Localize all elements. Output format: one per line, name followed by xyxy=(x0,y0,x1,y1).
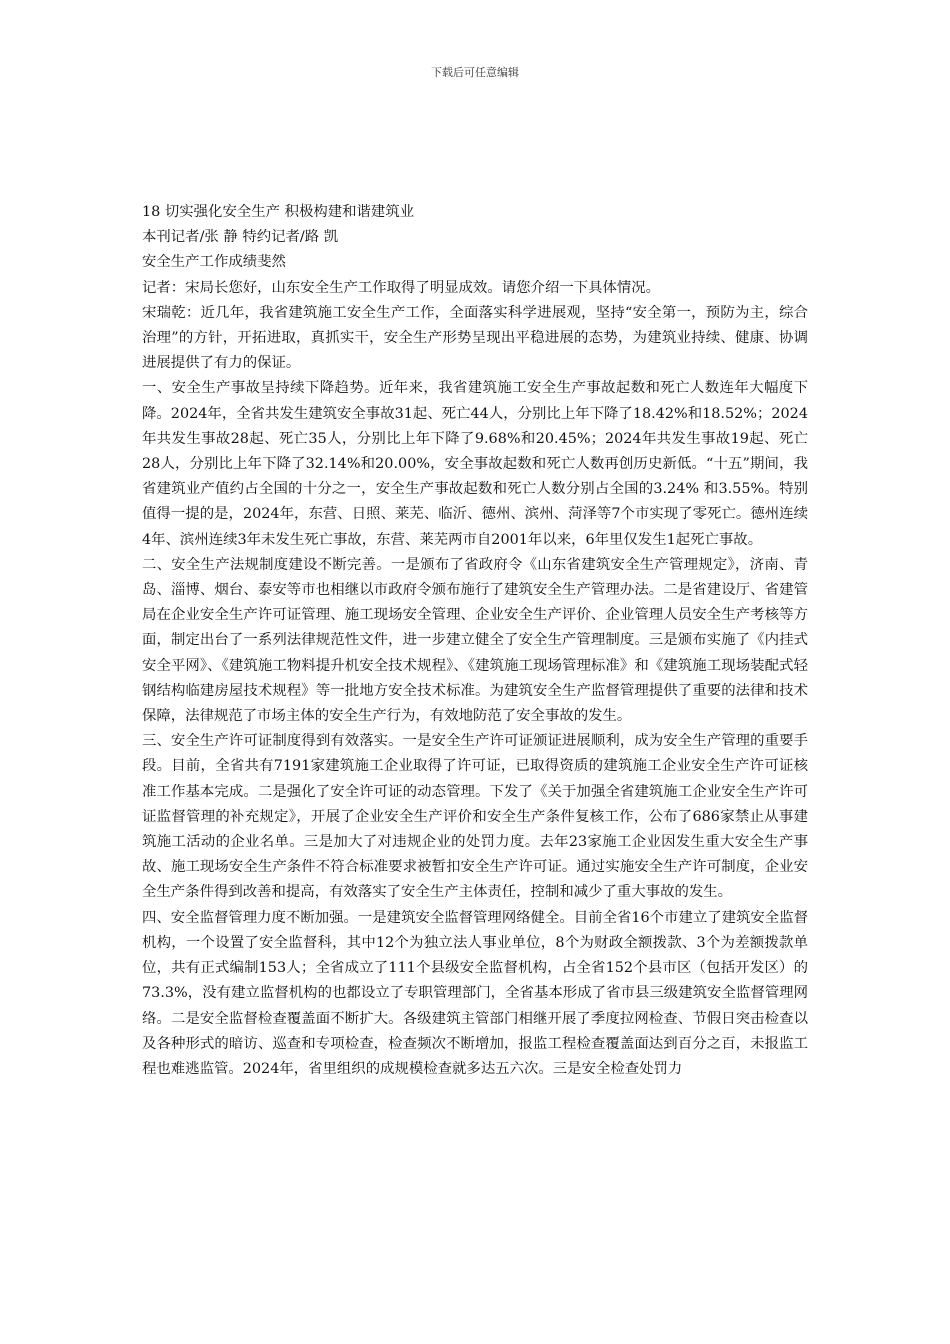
paragraph: 宋瑞乾：近几年，我省建筑施工安全生产工作，全面落实科学进展观，坚持“安全第一，预防为主，综合治理”的方针，开拓进取，真抓实干，安全生产形势呈现出平稳进展的态势，为建筑业持续、健康、协调进展提供了有力的保证。 xyxy=(142,304,808,372)
paragraph: 二、安全生产法规制度建设不断完善。一是颁布了省政府令《山东省建筑安全生产管理规定》，济南、青岛、淄博、烟台、泰安等市也相继以市政府令颁布施行了建筑安全生产管理办法。二是省建设厅、省建管局在企业安全生产许可证管理、施工现场安全管理、企业安全生产评价、企业管理人员安全生产考核等方面，制定出台了一系列法律规范性文件，进一步建立健全了安全生产管理制度。三是颁布实施了《内挂式安全平网》、《建筑施工物料提升机安全技术规程》、《建筑施工现场管理标准》和《建筑施工现场装配式轻钢结构临建房屋技术规程》等一批地方安全技术标准。为建筑安全生产监督管理提供了重要的法律和技术保障，法律规范了市场主体的安全生产行为，有效地防范了安全事故的发生。 xyxy=(142,556,808,725)
article-body xyxy=(142,200,808,1082)
paragraph: 四、安全监督管理力度不断加强。一是建筑安全监督管理网络健全。目前全省16个市建立了建筑安全监督机构，一个设置了安全监督科，其中12个为独立法人事业单位，8个为财政全额拨款、3个为差额拨款单位，共有正式编制153人；全省成立了111个县级安全监督机构，占全省152个县市区（包括开发区）的73.3%，没有建立监督机构的也都设立了专职管理部门，全省基本形成了省市县三级建筑安全监督管理网络。二是安全监督检查覆盖面不断扩大。各级建筑主管部门相继开展了季度拉网检查、节假日突击检查以及各种形式的暗访、巡查和专项检查，检查频次不断增加，报监工程检查覆盖面达到百分之百，未报监工程也难逃监管。2024年，省里组织的成规模检查就多达五六次。三是安全检查处罚力 xyxy=(142,909,808,1077)
article-byline: 本刊记者/张 静 特约记者/路 凯 xyxy=(142,229,339,246)
article-title: 18 切实强化安全生产 积极构建和谐建筑业 xyxy=(142,204,415,220)
paragraph: 一、安全生产事故呈持续下降趋势。近年来，我省建筑施工安全生产事故起数和死亡人数连年大幅度下降。2024年，全省共发生建筑安全事故31起、死亡44人，分别比上年下降了18.42%和18.52%；2024年共发生事故28起、死亡35人，分别比上年下降了9.68%和20.45%；2024年共发生事故19起、死亡28人，分别比上年下降了32.14%和20.00%，安全事故起数和死亡人数再创历史新低。“十五”期间，我省建筑业产值约占全国的十分之一，安全生产事故起数和死亡人数分别占全国的3.24% 和3.55%。特别值得一提的是，2024年，东营、日照、莱芜、临沂、德州、滨州、菏泽等7个市实现了零死亡。德州连续4年、滨州连续3年未发生死亡事故，东营、莱芜两市自2001年以来，6年里仅发生1起死亡事故。 xyxy=(142,380,808,548)
paragraph: 三、安全生产许可证制度得到有效落实。一是安全生产许可证颁证进展顺利，成为安全生产管理的重要手段。目前，全省共有7191家建筑施工企业取得了许可证，已取得资质的建筑施工企业安全生产许可证核准工作基本完成。二是强化了安全许可证的动态管理。下发了《关于加强全省建筑施工企业安全生产许可证监督管理的补充规定》，开展了企业安全生产评价和安全生产条件复核工作，公布了686家禁止从事建筑施工活动的企业名单。三是加大了对违规企业的处罚力度。去年23家施工企业因发生重大安全生产事故、施工现场安全生产条件不符合标准要求被暂扣安全生产许可证。通过实施安全生产许可制度，企业安全生产条件得到改善和提高，有效落实了安全生产主体责任，控制和减少了重大事故的发生。 xyxy=(142,733,808,901)
header-note: 下载后可任意编辑 xyxy=(431,66,519,79)
section-heading: 安全生产工作成绩斐然 xyxy=(142,254,286,271)
paragraph: 记者：宋局长您好，山东安全生产工作取得了明显成效。请您介绍一下具体情况。 xyxy=(142,279,661,296)
